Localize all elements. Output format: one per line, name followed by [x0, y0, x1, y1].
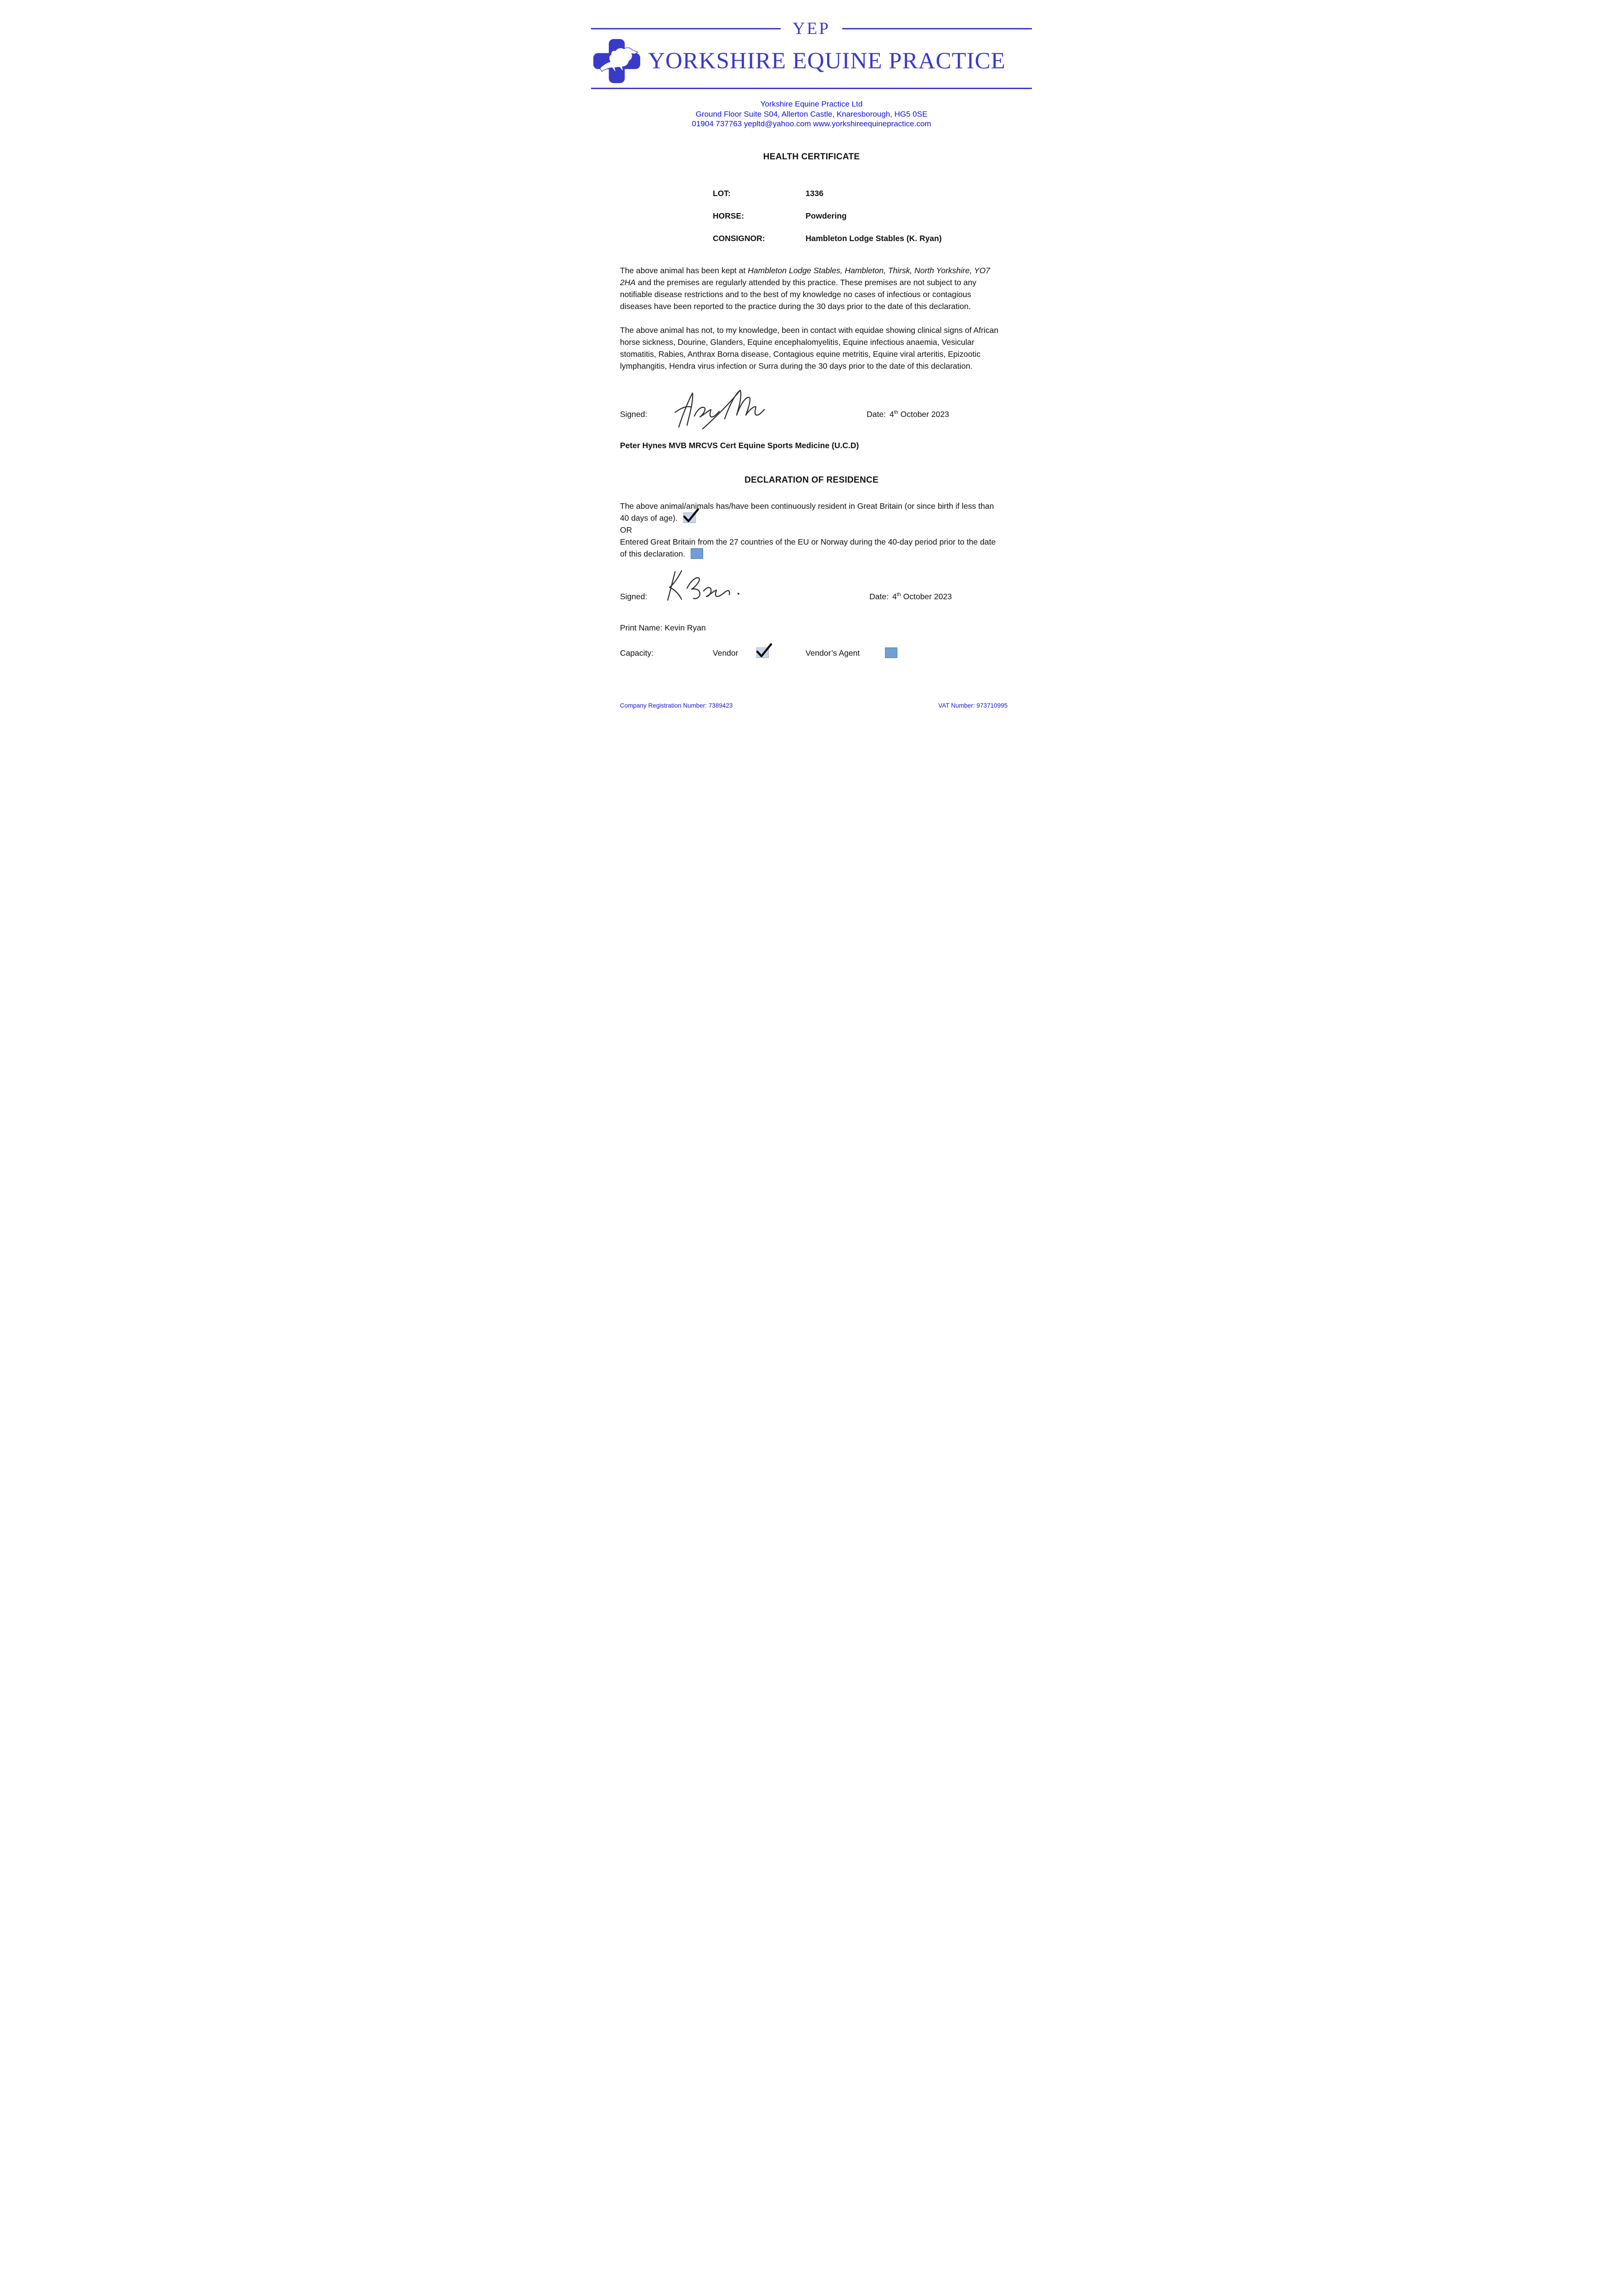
vendor-checkbox[interactable] — [756, 647, 769, 658]
document-body — [559, 152, 1064, 661]
field-row-lot — [713, 189, 1003, 198]
yep-banner — [591, 20, 1032, 37]
field-row-horse — [713, 211, 1003, 221]
vendors-agent-label: Vendor’s Agent — [806, 648, 860, 658]
document-title: HEALTH CERTIFICATE — [763, 152, 860, 162]
or-label: OR — [620, 525, 632, 535]
consignor-value: Hambleton Lodge Stables (K. Ryan) — [806, 233, 942, 243]
owner-date — [869, 592, 952, 602]
health-certificate-page — [559, 0, 1064, 715]
signature-peter-hynes — [666, 387, 772, 435]
diseases-paragraph: The above animal has not, to my knowledge, been in contact with equidae showing clinical signs of African horse sickness, Dourine, Glanders, Equine encephalomyelitis, Equine infectious anaemia, Vesicular stomatitis, Rabies, Anthrax Borna disease, Contagious equine metritis, Equine viral arteritis, Epizootic lymphangitis, Hendra virus infection or Surra during the 30 days prior to the date of this declaration. — [620, 325, 998, 371]
vet-signed-label: Signed: — [620, 409, 648, 419]
print-name-line: Print Name: Kevin Ryan — [620, 623, 706, 632]
owner-date-rest: October 2023 — [901, 591, 952, 601]
capacity-label: Capacity: — [620, 648, 654, 658]
vendor-label: Vendor — [713, 648, 738, 658]
contact-block — [559, 99, 1064, 129]
vet-signature-row — [620, 388, 1003, 433]
premises-text-post: and the premises are regularly attended by this practice. These premises are not subject to any notifiable disease restrictions and to the best of my knowledge no cases of infectious or contagious diseases have been reported to the practice during the 30 days prior to the date of this declaration. — [620, 277, 976, 311]
vet-date-label: Date: — [867, 409, 886, 419]
yep-monogram: YEP — [793, 19, 830, 38]
premises-text-pre: The above animal has been kept at — [620, 265, 748, 275]
contact-phone-email-web-line: 01904 737763 yepltd@yahoo.com www.yorkshireequinepractice.com — [692, 119, 931, 128]
practice-name: YORKSHIRE EQUINE PRACTICE — [648, 48, 1006, 74]
entered-gb-checkbox[interactable] — [691, 548, 703, 559]
owner-date-day: 4 — [892, 591, 897, 601]
vet-date-ordinal: th — [894, 409, 898, 415]
document-footer — [620, 702, 1008, 709]
company-registration-number: Company Registration Number: 7389423 — [620, 702, 733, 709]
horse-label: HORSE: — [713, 211, 744, 220]
contact-company-line: Yorkshire Equine Practice Ltd — [760, 100, 863, 108]
owner-signature-row — [620, 573, 1003, 612]
contact-address-line: Ground Floor Suite S04, Allerton Castle, Knaresborough, HG5 0SE — [695, 109, 928, 118]
header-rule-bottom — [591, 88, 1032, 89]
brand-row — [591, 38, 1032, 84]
residence-option-entered-text: Entered Great Britain from the 27 countries of the EU or Norway during the 40-day period prior to the date of this declaration. — [620, 537, 996, 558]
resident-gb-checkbox[interactable] — [683, 512, 696, 523]
residence-option-resident-text: The above animal/animals has/have been continuously resident in Great Britain (or since birth if less than 40 days of age). — [620, 501, 994, 523]
consignor-label: CONSIGNOR: — [713, 233, 765, 243]
vet-date — [867, 410, 949, 419]
vet-name-line: Peter Hynes MVB MRCVS Cert Equine Sports Medicine (U.C.D) — [620, 440, 859, 450]
residence-option-resident — [620, 500, 1003, 524]
capacity-row — [620, 647, 1003, 661]
certificate-fields — [713, 189, 1003, 243]
cross-horse-logo-icon — [591, 38, 642, 84]
letterhead — [559, 0, 1064, 89]
signature-kevin-ryan — [661, 566, 749, 608]
horse-value: Powdering — [806, 211, 847, 220]
lot-value: 1336 — [806, 188, 823, 198]
header-rule-left — [591, 28, 781, 29]
owner-date-label: Date: — [869, 591, 889, 601]
field-row-consignor — [713, 234, 1003, 243]
vet-date-day: 4 — [889, 409, 894, 419]
premises-address-italic: Hambleton Lodge Stables, Hambleton, Thirsk, North Yorkshire, YO7 2HA — [620, 265, 990, 287]
owner-signed-label: Signed: — [620, 591, 648, 601]
vendors-agent-checkbox[interactable] — [885, 647, 897, 658]
owner-date-ordinal: th — [896, 591, 901, 597]
declaration-title: DECLARATION OF RESIDENCE — [744, 475, 879, 485]
vat-number: VAT Number: 973710995 — [938, 702, 1008, 709]
header-rule-right — [842, 28, 1032, 29]
premises-paragraph — [620, 264, 1003, 312]
lot-label: LOT: — [713, 188, 731, 198]
residence-option-entered — [620, 536, 1003, 560]
vet-date-rest: October 2023 — [898, 409, 949, 419]
